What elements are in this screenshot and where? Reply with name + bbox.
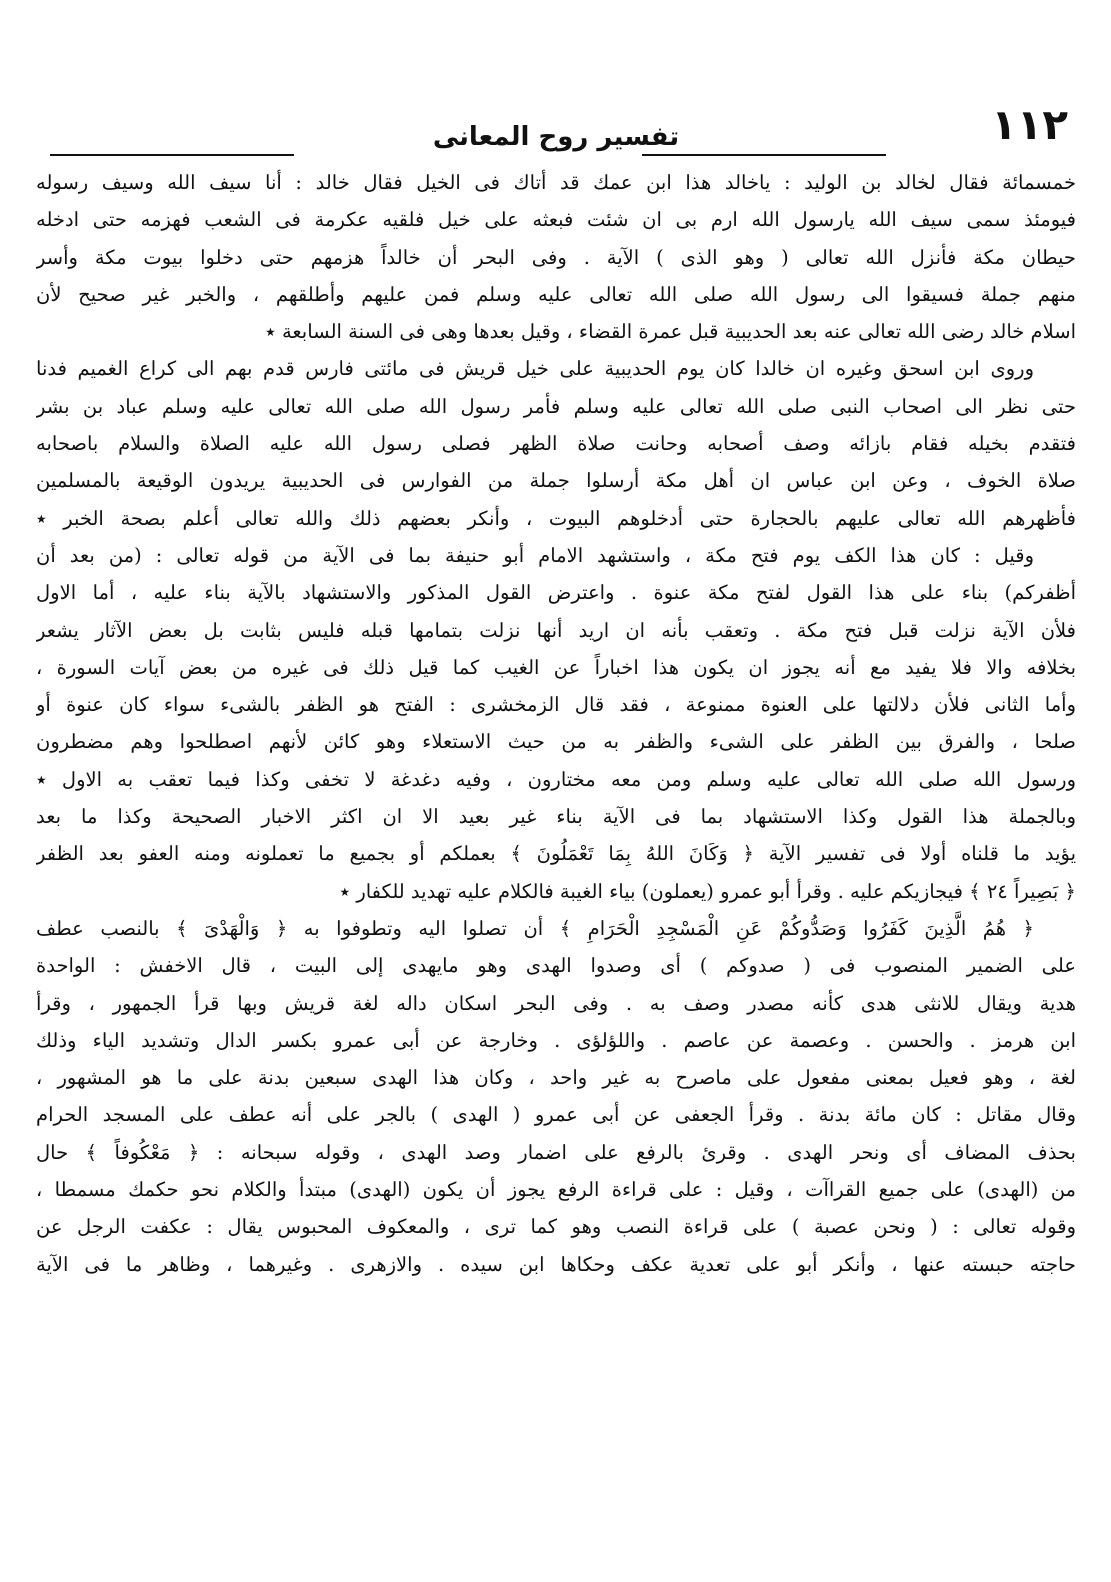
text-line: حاجته حبسته عنها ، وأنكر أبو على تعدية عكف وحكاها ابن سيده . والازهرى . وغيرهما ، وظاهر ما فى الآية [36,1252,1076,1276]
text-line: فأظهرهم الله تعالى عليهم بالحجارة حتى أدخلوهم البيوت ، وأنكر بعضهم ذلك والله تعالى أعلم بصحة الخبر ٭ [36,506,1076,530]
text-line: ﴿ هُمُ الَّذِينَ كَفَرُوا وَصَدُّوكُمْ عَنِ الْمَسْجِدِ الْحَرَامِ ﴾ أن تصلوا اليه وتطوفوا به ﴿ وَالْهَدْىَ ﴾ بالنصب عطف [36,916,1034,940]
text-line: حتى نظر الى اصحاب النبى صلى الله تعالى عليه وسلم فأمر رسول الله صلى الله تعالى عليه وسلم عباد بن بشر [36,394,1076,418]
text-line: فتقدم بخيله فقام بازائه وصف أصحابه وحانت صلاة الظهر فصلى رسول الله عليه الصلاة والسلام باصحابه [36,432,1076,456]
text-line: فلأن الآية نزلت قبل فتح مكة . وتعقب بأنه ان اريد أنها نزلت بتمامها قبله فليس بثابت بل بعض الآثار يشعر [36,618,1076,642]
page-number: ١١٢ [991,100,1068,149]
page [36,60,1076,1550]
text-line: وقال مقاتل : كان مائة بدنة . وقرأ الجعفى عن أبى عمرو ( الهدى ) بالجر على أنه عطف على المسجد الحرام [36,1103,1076,1127]
text-line: وبالجملة هذا القول وكذا الاستشهاد بما فى الآية بناء غير بعيد الا ان اكثر الاخبار الصحيحة وكذا ما بعد [36,805,1076,829]
text-line: صلاة الخوف ، وعن ابن عباس ان أهل مكة أرسلوا جملة من الفوارس فى الحديبية يريدون الوقيعة بالمسلمين [36,469,1076,493]
text-line: بحذف المضاف أى ونحر الهدى . وقرئ بالرفع على اضمار وصد الهدى ، وقوله سبحانه : ﴿ مَعْكُوفاً ﴾ حال [36,1140,1076,1164]
text-line: وأما الثانى فلأن دلالتها على العنوة ممنوعة ، فقد قال الزمخشرى : الفتح هو الظفر بالشىء سواء كان عنوة أو [36,693,1076,717]
text-line: منهم جملة فسيقوا الى رسول الله صلى الله تعالى عليه وسلم فمن عليهم وأطلقهم ، والخبر غير صحيح لأن [36,282,1076,306]
text-line: يؤيد ما قلناه أولا فى تفسير الآية ﴿ وَكَانَ اللهُ بِمَا تَعْمَلُونَ ﴾ بعملكم أو بجميع ما تعملونه ومنه العفو بعد الظفر [36,842,1076,866]
text-line: على الضمير المنصوب فى ( صدوكم ) أى وصدوا الهدى وهو مايهدى إلى البيت ، قال الاخفش : الواحدة [36,954,1076,978]
text-line: من (الهدى) على جميع القراآت ، وقيل : على قراءة الرفع يجوز أن يكون (الهدى) مبتدأ والكلام نحو حكمك مسمطا ، [36,1178,1076,1202]
header-rule-left [50,154,294,156]
text-line: أظفركم) بناء على هذا القول لفتح مكة عنوة . واعترض القول المذكور والاستشهاد بالآية بناء عليه ، أما الاول [36,581,1076,605]
text-line: لغة ، وهو فعيل بمعنى مفعول على ماصرح به غير واحد ، وكان هذا الهدى سبعين بدنة على ما هو المشهور ، [36,1066,1076,1090]
text-line: هدية ويقال للانثى هدى كأنه مصدر وصف به . وفى البحر اسكان داله لغة قريش وبها قرأ الجمهور ، وقرأ [36,991,1076,1015]
text-line: ﴿ بَصِيراً ٢٤ ﴾ فيجازيكم عليه . وقرأ أبو عمرو (يعملون) بياء الغيبة فالكلام عليه تهديد للكفار ٭ [339,879,1076,903]
book-title: تفسير روح المعانى [432,122,680,152]
text-line: وقوله تعالى : ( ونحن عصبة ) على قراءة النصب وهو كما ترى ، والمعكوف المحبوس يقال : عكفت الرجل عن [36,1215,1076,1239]
text-line: بخلافه والا فلا يفيد مع أنه يجوز ان يكون هذا اخباراً عن الغيب كما قيل ذلك فى غيره من بعض آيات السورة ، [36,655,1076,679]
page-header [36,60,1076,152]
text-line: وروى ابن اسحق وغيره ان خالدا كان يوم الحديبية على خيل قريش فى مائتى فارس قدم بهم الى كراع الغميم فدنا [36,357,1034,381]
text-line: صلحا ، والفرق بين الظفر على الشىء والظفر به من حيث الاستعلاء وهو كائن لأنهم اصطلحوا وهم مضطرون [36,730,1076,754]
text-line: ابن هرمز . والحسن . وعصمة عن عاصم . واللؤلؤى . وخارجة عن أبى عمرو بكسر الدال وتشديد الياء وذلك [36,1028,1076,1052]
text-line: ورسول الله صلى الله تعالى عليه وسلم ومن معه مختارون ، وفيه دغدغة لا تخفى وكذا فيما تعقب به الاول ٭ [36,767,1076,791]
header-rule-right [642,154,886,156]
text-line: حيطان مكة فأنزل الله تعالى ( وهو الذى ) الآية . وفى البحر أن خالداً هزمهم حتى دخلوا بيوت مكة وأسر [36,245,1076,269]
text-line: اسلام خالد رضى الله تعالى عنه بعد الحديبية قبل عمرة القضاء ، وقيل بعدها وهى فى السنة السابعة ٭ [265,320,1076,344]
body-text [36,164,1076,1283]
text-line: وقيل : كان هذا الكف يوم فتح مكة ، واستشهد الامام أبو حنيفة بما فى الآية من قوله تعالى : (من بعد أن [36,543,1034,567]
text-line: فيومئذ سمى سيف الله يارسول الله ارم بى ان شئت فبعثه على خيل فلقيه عكرمة فى الشعب فهزمه حتى ادخله [36,208,1076,232]
text-line: خمسمائة فقال لخالد بن الوليد : ياخالد هذا ابن عمك قد أتاك فى الخيل فقال خالد : أنا سيف الله وسيف رسوله [36,171,1076,194]
